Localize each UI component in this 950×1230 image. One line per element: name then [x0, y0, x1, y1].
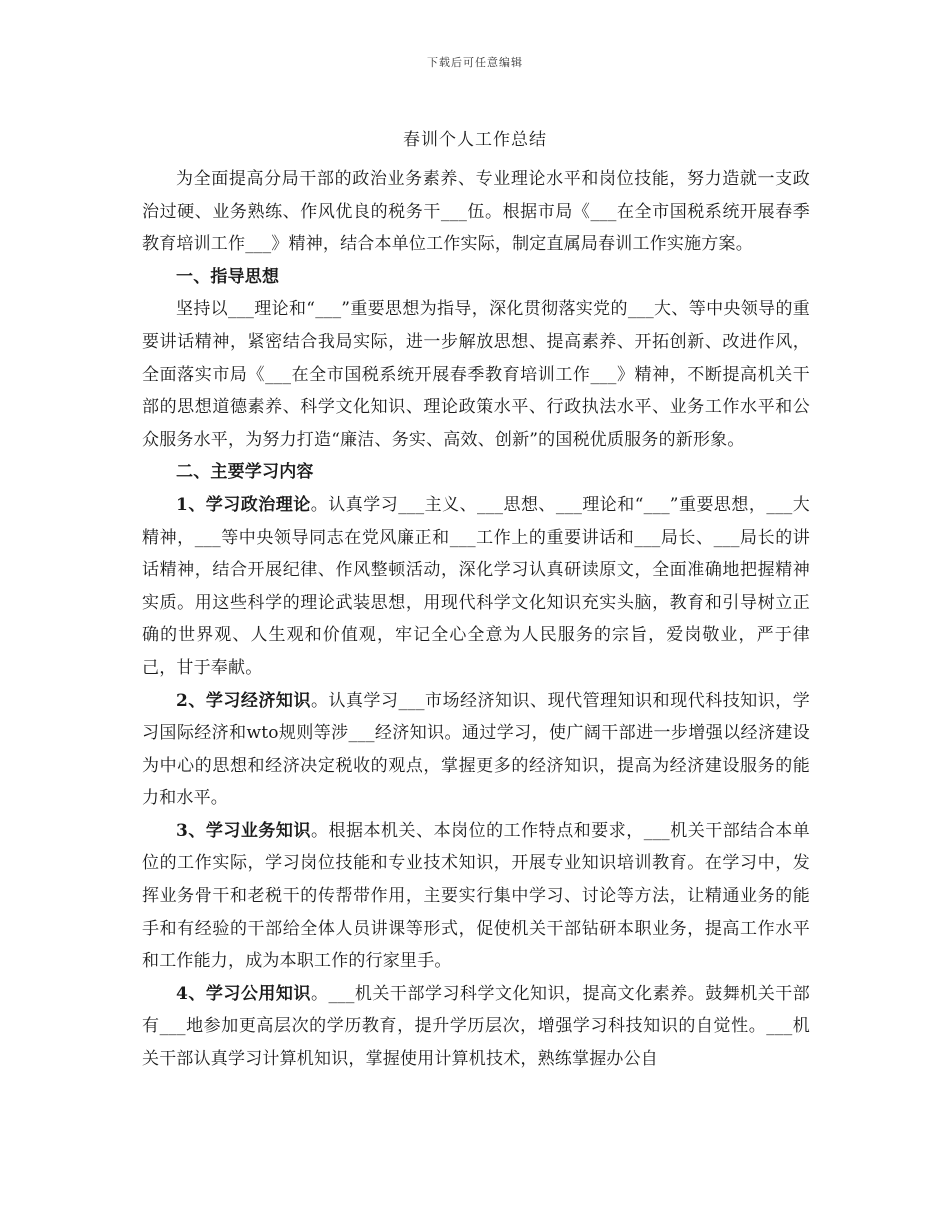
- document-title: 春训个人工作总结: [403, 130, 547, 150]
- section-heading-guiding: 一、指导思想: [176, 266, 280, 287]
- section-heading-content: 二、主要学习内容: [176, 462, 314, 483]
- header-note: 下载后可任意编辑: [427, 56, 523, 69]
- item-politics-lead: 1、学习政治理论: [176, 494, 311, 515]
- guiding-paragraph: 坚持以___理论和“___”重要思想为指导，深化贯彻落实党的___大、等中央领导的重要讲话精神，紧密结合我局实际，进一步解放思想、提高素养、开拓创新、改进作风，全面落实市局《___在全市国税系统开展春季教育培训工作___》精神，不断提高机关干部的思想道德素养、科学文化知识、理论政策水平、行政执法水平、业务工作水平和公众服务水平，为努力打造“廉洁、务实、高效、创新”的国税优质服务的新形象。: [142, 299, 810, 450]
- item-business-lead: 3、学习业务知识: [176, 820, 311, 841]
- item-politics-text: 。认真学习___主义、___思想、___理论和“___”重要思想，___大精神，___等中央领导同志在党风廉正和___工作上的重要讲话和___局长、___局长的讲话精神，结合开展纪律、作风整顿活动，深化学习认真研读原文，全面准确地把握精神实质。用这些科学的理论武装思想，用现代科学文化知识充实头脑，教育和引导树立正确的世界观、人生观和价值观，牢记全心全意为人民服务的宗旨，爱岗敬业，严于律己，甘于奉献。: [142, 494, 810, 678]
- intro-paragraph: 为全面提高分局干部的政治业务素养、专业理论水平和岗位技能，努力造就一支政治过硬、业务熟练、作风优良的税务干___伍。根据市局《___在全市国税系统开展春季教育培训工作___》精神，结合本单位工作实际，制定直属局春训工作实施方案。: [142, 169, 810, 255]
- item-economy-lead: 2、学习经济知识: [176, 690, 311, 711]
- item-general-text: 。___机关干部学习科学文化知识，提高文化素养。鼓舞机关干部有___地参加更高层次的学历教育，提升学历层次，增强学习科技知识的自觉性。___机关干部认真学习计算机知识，掌握使用计算机技术，熟练掌握办公自: [142, 983, 811, 1070]
- document-body: [142, 163, 810, 1076]
- item-general-paragraph: [142, 978, 810, 1076]
- item-economy-paragraph: [142, 685, 810, 815]
- item-business-paragraph: [142, 815, 810, 978]
- item-general-lead: 4、学习公用知识: [176, 983, 311, 1004]
- item-economy-text: 。认真学习___市场经济知识、现代管理知识和现代科技知识，学习国际经济和wto规则等涉___经济知识。通过学习，使广阔干部进一步增强以经济建设为中心的思想和经济决定税收的观点，掌握更多的经济知识，提高为经济建设服务的能力和水平。: [142, 690, 811, 809]
- item-business-text: 。根据本机关、本岗位的工作特点和要求，___机关干部结合本单位的工作实际，学习岗位技能和专业技术知识，开展专业知识培训教育。在学习中，发挥业务骨干和老税干的传帮带作用，主要实行集中学习、讨论等方法，让精通业务的能手和有经验的干部给全体人员讲课等形式，促使机关干部钻研本职业务，提高工作水平和工作能力，成为本职工作的行家里手。: [142, 820, 811, 972]
- item-politics-paragraph: [142, 489, 810, 685]
